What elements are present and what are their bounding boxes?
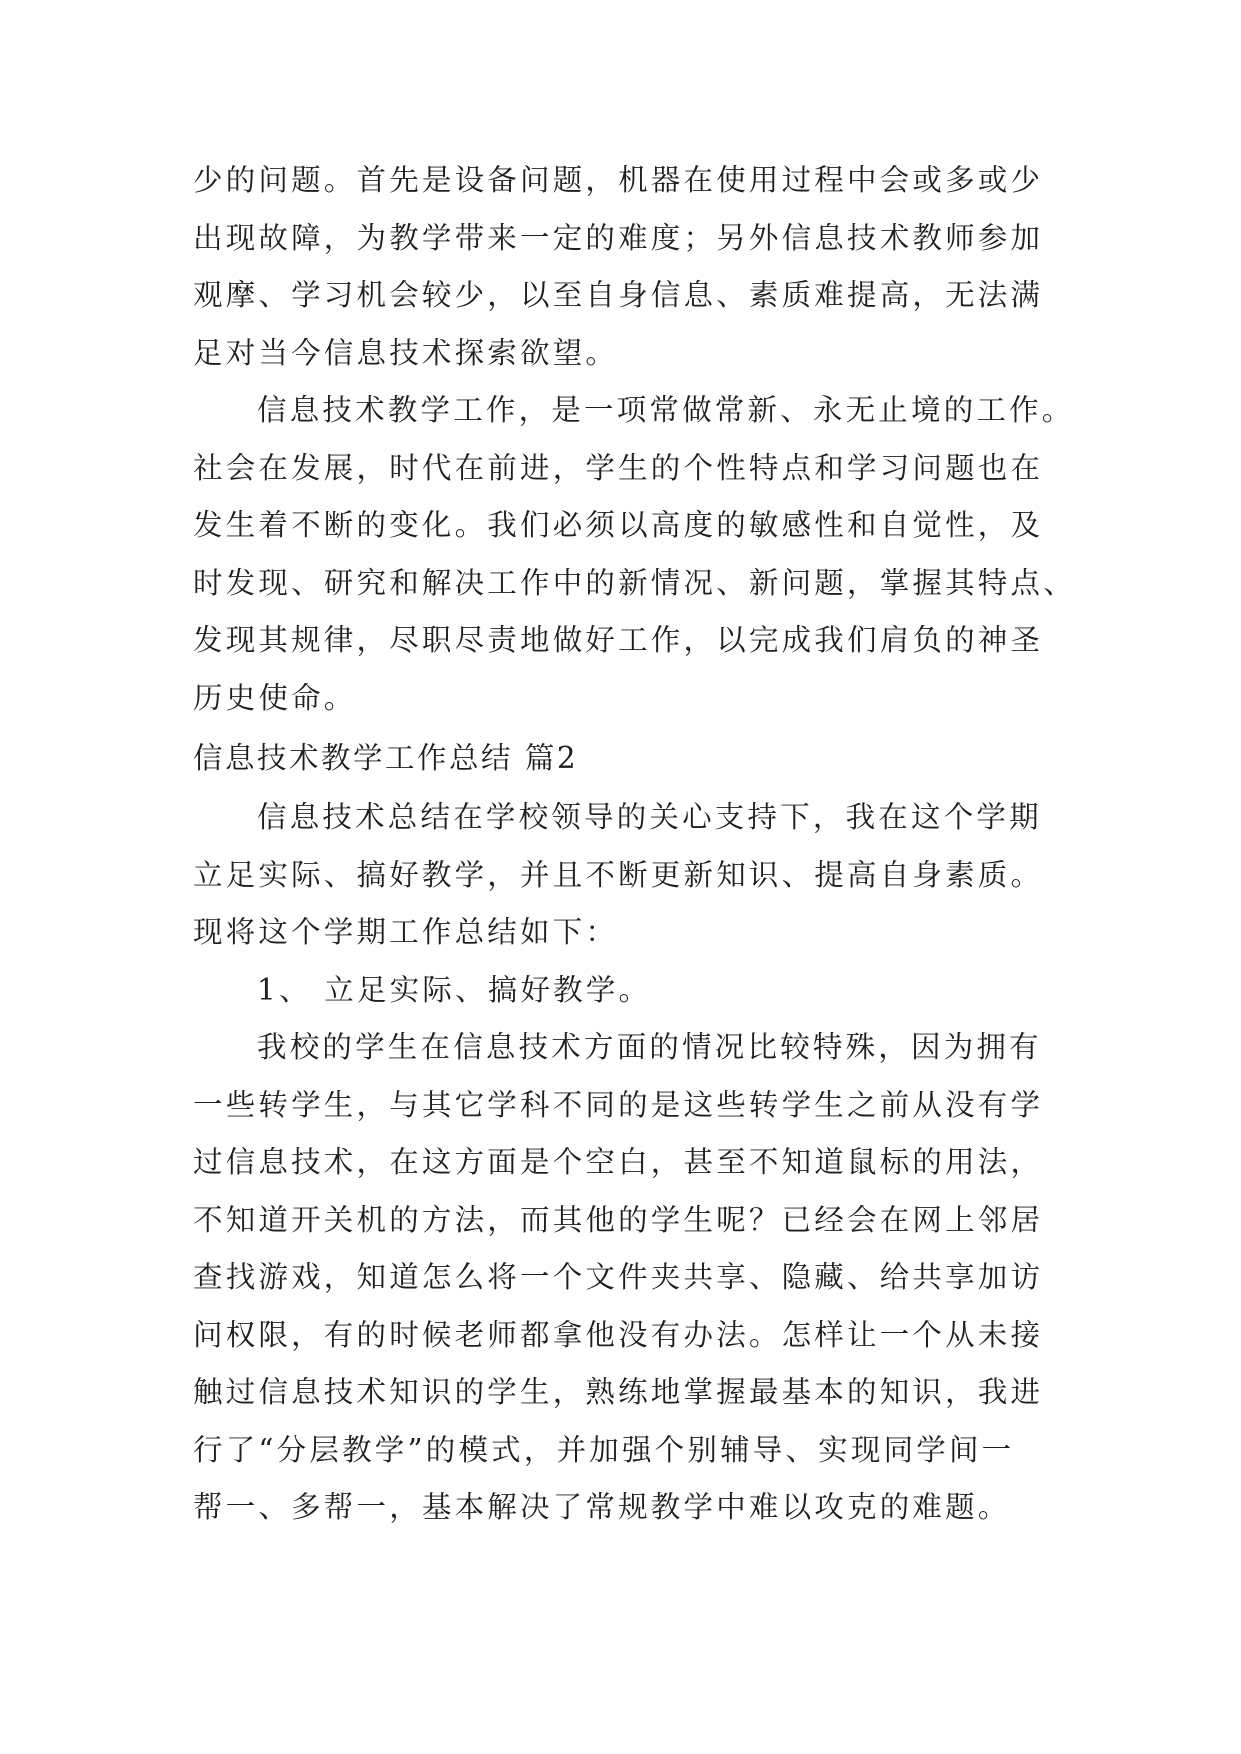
paragraph-line: 发生着不断的变化。我们必须以高度的敏感性和自觉性，及 xyxy=(193,508,1044,542)
paragraph-line: 问权限，有的时候老师都拿他没有办法。怎样让一个从未接 xyxy=(193,1317,1044,1352)
paragraph-line: 不知道开关机的方法，而其他的学生呢？已经会在网上邻居 xyxy=(193,1202,1044,1237)
paragraph-line: 现将这个学期工作总结如下： xyxy=(193,915,619,949)
paragraph-line: 信息技术教学工作，是一项常做常新、永无止境的工作。 xyxy=(257,393,1075,427)
paragraph-line: 过信息技术，在这方面是个空白，甚至不知道鼠标的用法， xyxy=(193,1145,1044,1179)
paragraph-line: 出现故障，为教学带来一定的难度；另外信息技术教师参加 xyxy=(193,220,1044,255)
paragraph-line: 时发现、研究和解决工作中的新情况、新问题，掌握其特点、 xyxy=(193,565,1076,600)
paragraph-line: 行了“分层教学”的模式，并加强个别辅导、实现同学间一 xyxy=(193,1432,1015,1467)
paragraph-line: 帮一、多帮一，基本解决了常规教学中难以攻克的难题。 xyxy=(193,1490,1011,1524)
paragraph-line: 信息技术总结在学校领导的关心支持下，我在这个学期 xyxy=(257,800,1042,834)
paragraph-line: 少的问题。首先是设备问题，机器在使用过程中会或多或少 xyxy=(193,163,1044,197)
paragraph-line: 我校的学生在信息技术方面的情况比较特殊，因为拥有 xyxy=(257,1030,1042,1064)
paragraph-line: 发现其规律，尽职尽责地做好工作，以完成我们肩负的神圣 xyxy=(193,623,1044,657)
list-item: 1、 立足实际、搞好教学。 xyxy=(257,972,652,1007)
paragraph-line: 立足实际、搞好教学，并且不断更新知识、提高自身素质。 xyxy=(193,857,1044,892)
section-heading: 信息技术教学工作总结 篇2 xyxy=(193,741,579,775)
paragraph-line: 社会在发展，时代在前进，学生的个性特点和学习问题也在 xyxy=(193,450,1044,485)
paragraph-line: 观摩、学习机会较少，以至自身信息、素质难提高，无法满 xyxy=(193,278,1044,312)
paragraph-line: 一些转学生，与其它学科不同的是这些转学生之前从没有学 xyxy=(193,1087,1044,1122)
document-page xyxy=(193,152,1076,1537)
paragraph-line: 查找游戏，知道怎么将一个文件夹共享、隐藏、给共享加访 xyxy=(193,1260,1044,1294)
paragraph-line: 触过信息技术知识的学生，熟练地掌握最基本的知识，我进 xyxy=(193,1375,1044,1409)
paragraph-line: 历史使命。 xyxy=(193,680,357,715)
paragraph-line: 足对当今信息技术探索欲望。 xyxy=(193,335,619,370)
